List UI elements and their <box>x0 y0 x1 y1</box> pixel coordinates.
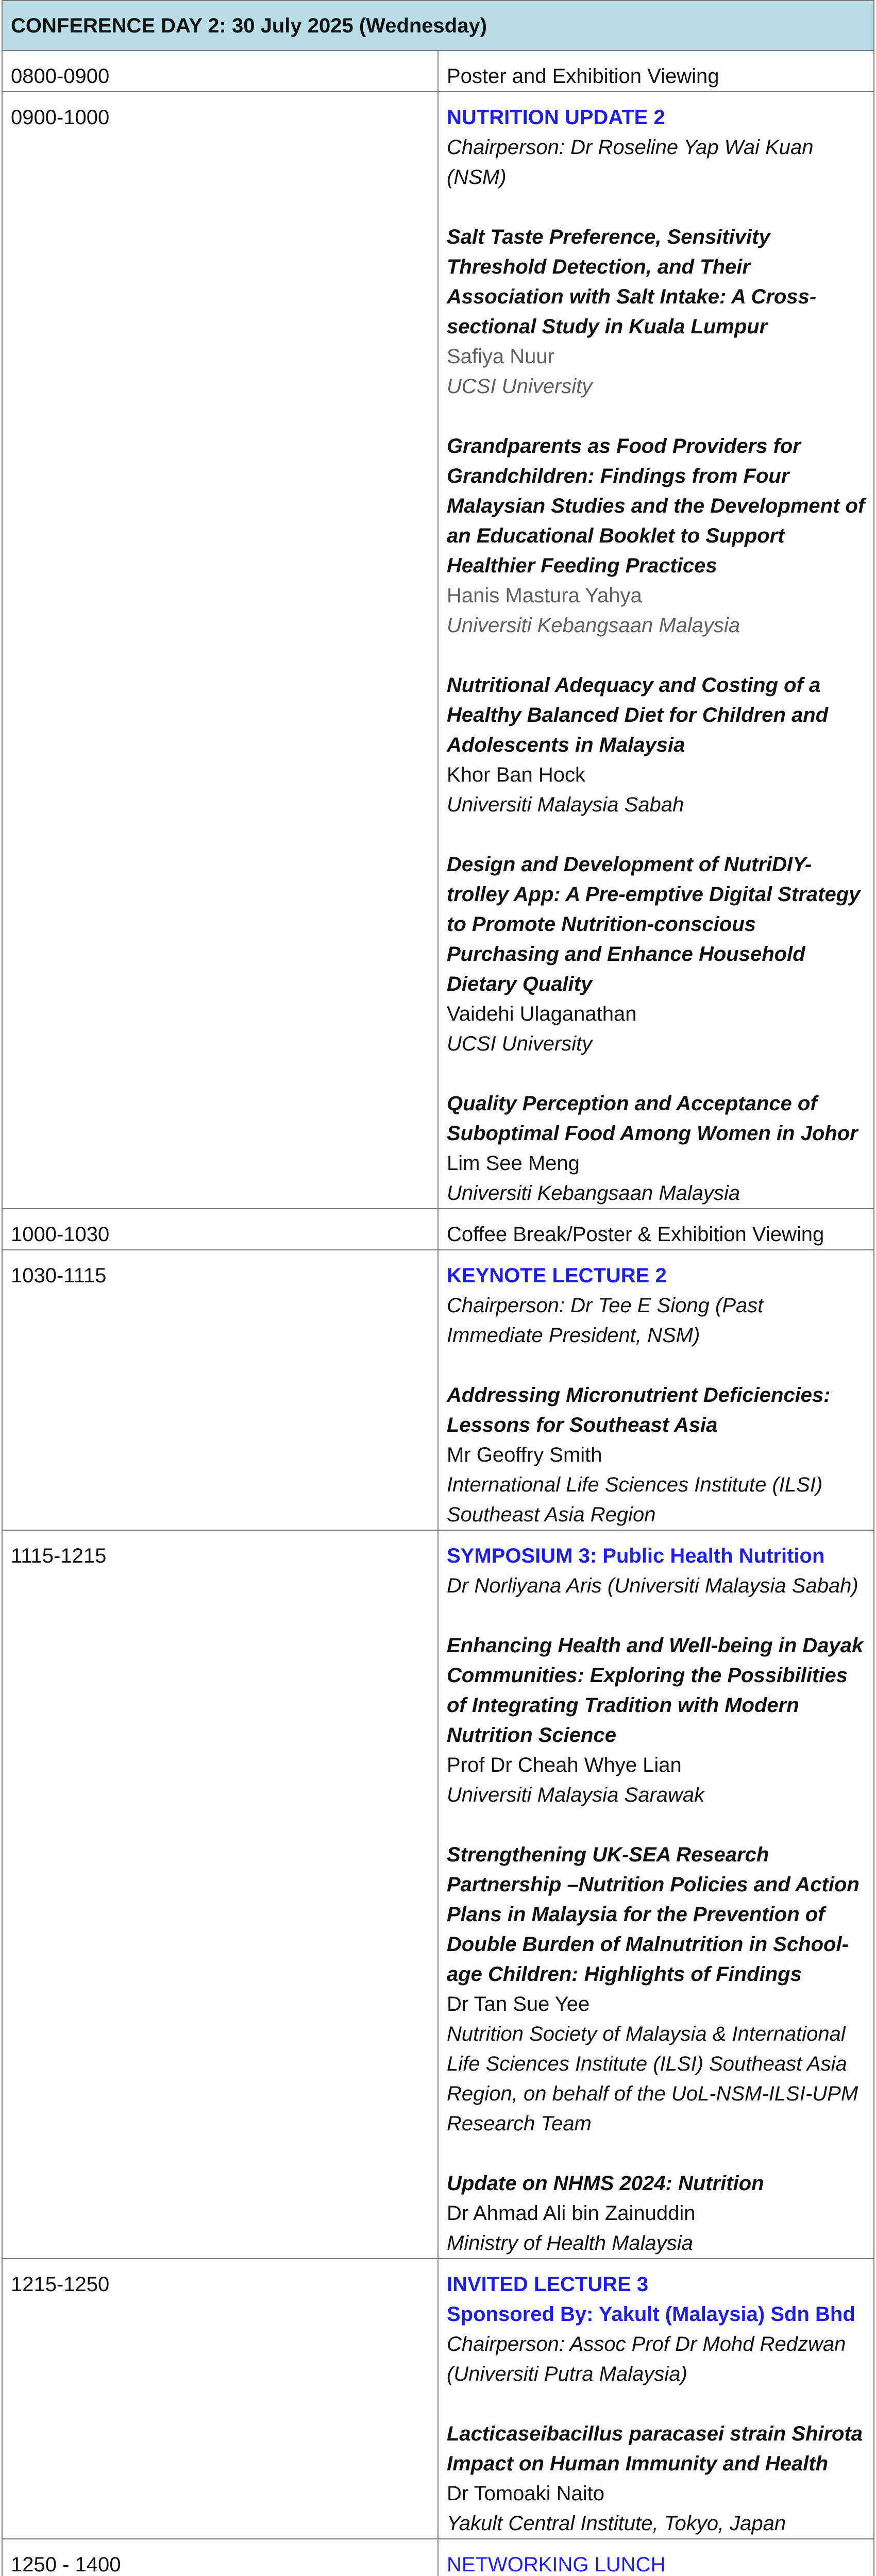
affiliation: UCSI University <box>447 1032 593 1055</box>
talk <box>447 431 865 640</box>
session-title: SYMPOSIUM 3: Public Health Nutrition <box>447 1545 825 1567</box>
session-head <box>447 103 865 192</box>
speaker: Dr Tan Sue Yee <box>447 1993 590 2015</box>
talk-title: Addressing Micronutrient Deficiencies: Lessons for Southeast Asia <box>447 1384 831 1436</box>
programme-table <box>2 0 874 2576</box>
talk <box>447 2168 865 2258</box>
schedule-row <box>2 92 874 1209</box>
affiliation: Universiti Malaysia Sabah <box>447 793 684 816</box>
affiliation: Ministry of Health Malaysia <box>447 2232 693 2255</box>
schedule-row <box>2 1250 874 1530</box>
affiliation: Universiti Malaysia Sarawak <box>447 1784 705 1806</box>
talk <box>447 1631 865 1810</box>
talk-title: Enhancing Health and Well-being in Dayak Communities: Exploring the Possibilities of Integrating Tradition with Modern Nutrition Science <box>447 1634 864 1747</box>
talk-title: Nutritional Adequacy and Costing of a Healthy Balanced Diet for Children and Adolescents in Malaysia <box>447 674 829 756</box>
talk <box>447 1380 865 1530</box>
session-head <box>447 1541 865 1601</box>
affiliation: Yakult Central Institute, Tokyo, Japan <box>447 2512 786 2535</box>
talk <box>447 1089 865 1208</box>
time-cell: 0800-0900 <box>2 50 438 92</box>
session-title: NUTRITION UPDATE 2 <box>447 106 665 129</box>
time-cell: 0900-1000 <box>2 92 438 1209</box>
talk-title: Grandparents as Food Providers for Grandchildren: Findings from Four Malaysian Studies and the Development of an Educational Booklet to Support Healthier Feeding Practices <box>447 435 865 577</box>
activity-cell: NETWORKING LUNCH <box>438 2539 874 2576</box>
chairperson: Chairperson: Dr Roseline Yap Wai Kuan (NSM) <box>447 136 814 189</box>
session-head <box>447 2269 865 2389</box>
talk-title: Quality Perception and Acceptance of Suboptimal Food Among Women in Johor <box>447 1092 858 1145</box>
affiliation: Universiti Kebangsaan Malaysia <box>447 614 740 637</box>
programme-sheet <box>2 0 874 2576</box>
affiliation: UCSI University <box>447 375 593 398</box>
activity-cell: Poster and Exhibition Viewing <box>438 50 874 92</box>
speaker: Lim See Meng <box>447 1152 580 1175</box>
session-cell <box>438 92 874 1209</box>
day-header-row <box>2 1 874 50</box>
speaker: Prof Dr Cheah Whye Lian <box>447 1754 682 1776</box>
talk-title: Salt Taste Preference, Sensitivity Threshold Detection, and Their Association with Salt Intake: A Cross-sectional Study in Kuala Lumpur <box>447 226 817 338</box>
chairperson: Dr Norliyana Aris (Universiti Malaysia Sabah) <box>447 1574 858 1597</box>
talk-title: Design and Development of NutriDIY-trolley App: A Pre-emptive Digital Strategy to Promote Nutrition-conscious Purchasing and Enhance Household Dietary Quality <box>447 853 861 995</box>
schedule-row <box>2 2259 874 2539</box>
session-cell <box>438 1250 874 1530</box>
speaker: Mr Geoffry Smith <box>447 1444 602 1466</box>
talk <box>447 1840 865 2139</box>
session-title: INVITED LECTURE 3 <box>447 2273 649 2296</box>
time-cell: 1115-1215 <box>2 1530 438 2259</box>
talk <box>447 2419 865 2538</box>
chairperson: Chairperson: Assoc Prof Dr Mohd Redzwan (Universiti Putra Malaysia) <box>447 2333 846 2385</box>
affiliation: International Life Sciences Institute (ILSI) Southeast Asia Region <box>447 1473 823 1526</box>
talk-title: Strengthening UK-SEA Research Partnership –Nutrition Policies and Action Plans in Malaysia for the Prevention of Double Burden of Malnutrition in School-age Children: Highlights of Findings <box>447 1843 860 1986</box>
talk <box>447 670 865 820</box>
talk-title: Lacticaseibacillus paracasei strain Shirota Impact on Human Immunity and Health <box>447 2422 863 2475</box>
time-cell: 1215-1250 <box>2 2259 438 2539</box>
time-cell: 1030-1115 <box>2 1250 438 1530</box>
chairperson: Chairperson: Dr Tee E Siong (Past Immediate President, NSM) <box>447 1294 764 1347</box>
affiliation: Universiti Kebangsaan Malaysia <box>447 1182 740 1205</box>
activity-cell: Coffee Break/Poster & Exhibition Viewing <box>438 1209 874 1250</box>
talk-title: Update on NHMS 2024: Nutrition <box>447 2172 764 2195</box>
speaker: Safiya Nuur <box>447 345 554 368</box>
speaker: Dr Tomoaki Naito <box>447 2482 605 2505</box>
talk <box>447 850 865 1059</box>
talk <box>447 222 865 401</box>
session-head <box>447 1261 865 1350</box>
schedule-row <box>2 1530 874 2259</box>
time-cell: 1000-1030 <box>2 1209 438 1250</box>
schedule-row <box>2 50 874 92</box>
sponsor: Sponsored By: Yakult (Malaysia) Sdn Bhd <box>447 2303 855 2326</box>
day-header: CONFERENCE DAY 2: 30 July 2025 (Wednesday) <box>2 1 874 50</box>
schedule-row <box>2 2539 874 2576</box>
affiliation: Nutrition Society of Malaysia & International Life Sciences Institute (ILSI) Southeast Asia Region, on behalf of the UoL-NSM-ILSI-UPM Research Team <box>447 2023 858 2135</box>
session-title: KEYNOTE LECTURE 2 <box>447 1264 667 1287</box>
session-cell <box>438 1530 874 2259</box>
schedule-row <box>2 1209 874 1250</box>
speaker: Hanis Mastura Yahya <box>447 584 642 607</box>
time-cell: 1250 - 1400 <box>2 2539 438 2576</box>
speaker: Dr Ahmad Ali bin Zainuddin <box>447 2202 696 2225</box>
session-cell <box>438 2259 874 2539</box>
speaker: Vaidehi Ulaganathan <box>447 1003 637 1025</box>
speaker: Khor Ban Hock <box>447 764 586 786</box>
